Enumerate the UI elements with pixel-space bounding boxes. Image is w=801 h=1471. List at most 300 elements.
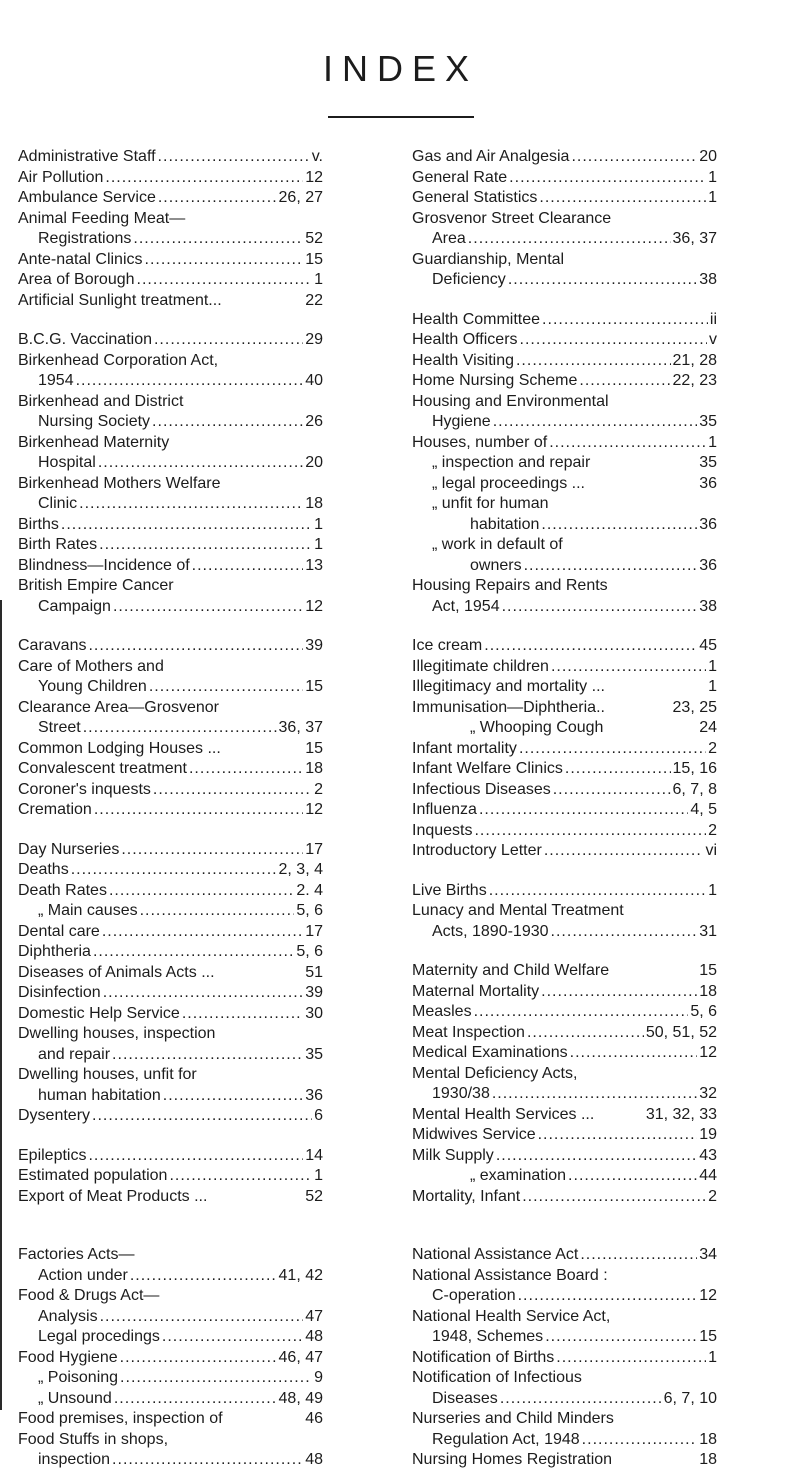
index-entry-term: habitation	[470, 515, 540, 533]
index-entry-page: 46	[305, 1410, 323, 1427]
index-entry-term: Houses, number of	[412, 433, 548, 451]
index-entry-page: 22, 23	[672, 372, 717, 389]
index-entry-page: 18	[305, 760, 323, 777]
index-entry-term: owners	[470, 556, 522, 574]
index-entry-term: Maternal Mortality	[412, 982, 540, 1000]
index-entry-term: National Assistance Act	[412, 1246, 579, 1263]
leader-dots	[120, 1368, 312, 1389]
leader-dots	[551, 922, 698, 943]
index-entry-term: Influenza	[412, 801, 477, 818]
index-entry	[412, 1187, 717, 1208]
index-entry-term: Estimated population	[18, 1167, 168, 1184]
leader-dots	[556, 1348, 706, 1369]
index-entry	[18, 1348, 323, 1369]
index-entry-page: 1	[314, 271, 323, 288]
index-entry-page: 36, 37	[672, 230, 717, 247]
index-entry-page: 6, 7, 10	[663, 1389, 717, 1407]
index-entry-term: inspection	[38, 1451, 111, 1468]
index-entry-page: v	[709, 331, 717, 348]
section-gap	[412, 862, 717, 881]
leader-dots	[493, 412, 698, 433]
leader-dots	[61, 515, 312, 536]
leader-dots	[189, 759, 303, 780]
section-gap	[412, 942, 717, 961]
index-entry	[412, 657, 717, 678]
index-entry	[412, 1146, 717, 1167]
index-entry-term: Infant mortality	[412, 739, 517, 757]
index-entry	[18, 1389, 323, 1410]
section-gap	[18, 1127, 323, 1146]
leader-dots	[568, 1166, 697, 1187]
leader-dots	[570, 1043, 698, 1064]
index-entry-page: 40	[305, 372, 323, 389]
index-entry-term: Legal procedings	[38, 1328, 160, 1345]
index-entry-page: 15	[305, 739, 323, 757]
index-entry	[18, 983, 323, 1004]
index-entry-term: Action under	[38, 1266, 128, 1284]
index-entry-heading: Clearance Area—Grosvenor	[18, 698, 219, 716]
leader-dots	[582, 1430, 698, 1451]
index-entry	[412, 1430, 717, 1451]
index-entry-term: „ examination	[470, 1167, 567, 1184]
leader-dots	[539, 188, 706, 209]
index-entry-term: Home Nursing Scheme	[412, 372, 578, 389]
leader-dots	[137, 270, 313, 291]
index-entry	[18, 515, 323, 536]
leader-dots	[527, 1023, 644, 1044]
index-entry-term: Death Rates	[18, 881, 107, 899]
index-entry-page: 48	[305, 1451, 323, 1468]
leader-dots	[553, 780, 671, 801]
index-entry-term: General Rate	[412, 168, 508, 186]
section-gap	[412, 1226, 717, 1245]
index-entry-page: 2	[708, 821, 717, 839]
index-entry-term: Convalescent treatment	[18, 760, 187, 777]
index-entry	[412, 1166, 717, 1187]
leader-dots	[524, 556, 698, 577]
index-entry	[18, 901, 323, 922]
index-entry-page: 26	[305, 413, 323, 430]
index-column-left	[18, 147, 323, 1471]
index-entry-term: Ambulance Service	[18, 189, 156, 206]
index-entry-term: Infant Welfare Clinics	[412, 760, 563, 777]
index-entry	[412, 677, 717, 698]
index-entry-page: 48	[305, 1328, 323, 1345]
leader-dots	[100, 1307, 304, 1328]
leader-dots	[130, 1266, 277, 1287]
leader-dots	[112, 1450, 303, 1471]
index-entry-page: 17	[305, 922, 323, 940]
index-entry	[18, 168, 323, 189]
index-entry	[18, 922, 323, 943]
index-entry-page: v.	[311, 148, 323, 165]
leader-dots	[76, 371, 304, 392]
index-entry-page: 13	[305, 556, 323, 574]
index-entry	[412, 982, 717, 1003]
leader-dots	[152, 412, 303, 433]
index-entry-term: Illegitimate children	[412, 657, 549, 675]
index-entry	[18, 1086, 323, 1107]
index-entry-page: 50, 51, 52	[645, 1023, 717, 1041]
index-entry	[18, 250, 323, 271]
leader-dots	[571, 147, 697, 168]
index-entry	[18, 1187, 323, 1208]
index-entry-page: 52	[305, 230, 323, 247]
index-entry	[412, 147, 717, 168]
leader-dots	[169, 1166, 312, 1187]
scan-edge-line	[0, 600, 2, 1410]
index-entry-heading: National Health Service Act,	[412, 1307, 611, 1325]
index-entry-page: 35	[305, 1045, 323, 1063]
index-entry-term: Cremation	[18, 801, 92, 818]
index-entry	[412, 718, 717, 739]
index-entry-heading: Guardianship, Mental	[412, 250, 565, 268]
index-entry-term: Maternity and Child Welfare	[412, 962, 610, 979]
leader-dots	[121, 840, 303, 861]
index-entry-term: Health Officers	[412, 331, 518, 348]
leader-dots	[580, 1245, 697, 1266]
index-entry-term: Artificial Sunlight treatment...	[18, 291, 222, 309]
index-entry-page: 51	[305, 963, 323, 981]
index-entry-page: 1	[708, 678, 717, 695]
index-entry-page: 52	[305, 1187, 323, 1205]
leader-dots	[93, 942, 294, 963]
index-entry-page: 15	[699, 1328, 717, 1345]
index-entry	[412, 351, 717, 372]
index-entry-page: 5, 6	[690, 1003, 717, 1020]
index-entry-page: 1	[708, 433, 717, 451]
leader-dots	[103, 983, 304, 1004]
leader-dots	[112, 1045, 303, 1066]
index-entry-term: Acts, 1890-1930	[432, 922, 549, 940]
leader-dots	[522, 1187, 706, 1208]
index-entry	[18, 1450, 323, 1471]
index-entry-term: human habitation	[38, 1086, 161, 1104]
leader-dots	[541, 515, 697, 536]
leader-dots	[579, 371, 670, 392]
index-entry	[18, 1327, 323, 1348]
leader-dots	[98, 453, 303, 474]
index-entry-term: Health Committee	[412, 310, 541, 328]
index-entry-term: Young Children	[38, 678, 147, 695]
leader-dots	[474, 1002, 689, 1023]
index-entry	[412, 1125, 717, 1146]
index-entry-heading: Animal Feeding Meat—	[18, 209, 186, 227]
index-entry-heading: Dwelling houses, unfit for	[18, 1066, 197, 1083]
index-entry	[412, 188, 717, 209]
index-entry-page: 2	[708, 739, 717, 757]
leader-dots	[154, 330, 303, 351]
leader-dots	[102, 922, 303, 943]
leader-dots	[516, 351, 671, 372]
section-gap	[18, 311, 323, 330]
index-entry-page: 18	[699, 1451, 717, 1468]
index-entry-page: 15	[699, 962, 717, 979]
leader-dots	[99, 535, 312, 556]
index-entry-term: „ legal proceedings ...	[432, 474, 585, 492]
index-entry-page: 39	[305, 637, 323, 654]
index-entry-heading: Birkenhead Corporation Act,	[18, 351, 219, 369]
index-entry-heading: Care of Mothers and	[18, 657, 164, 675]
index-entry	[18, 881, 323, 902]
index-entry	[18, 1266, 323, 1287]
index-entry-page: 12	[305, 168, 323, 186]
index-entry-page: 47	[305, 1307, 323, 1325]
index-entry-term: Registrations	[38, 230, 132, 247]
index-entry	[18, 1368, 323, 1389]
index-entry-term: „ Whooping Cough	[470, 719, 604, 736]
index-entry-page: 36	[699, 556, 717, 574]
leader-dots	[509, 168, 706, 189]
leader-dots	[149, 677, 303, 698]
leader-dots	[114, 1389, 277, 1410]
leader-dots	[83, 718, 277, 739]
index-entry-page: 18	[699, 1430, 717, 1448]
index-entry-term: Mortality, Infant	[412, 1187, 521, 1205]
leader-dots	[113, 597, 303, 618]
leader-dots	[140, 901, 295, 922]
index-entry-term: Common Lodging Houses ...	[18, 739, 221, 757]
index-entry-page: 1	[708, 881, 717, 899]
index-entry-heading: „ unfit for human	[432, 495, 549, 512]
index-entry	[412, 474, 717, 495]
index-entry-term: Inquests	[412, 821, 473, 839]
index-entry	[412, 1286, 717, 1307]
leader-dots	[158, 188, 277, 209]
index-entry-heading: Housing and Environmental	[412, 392, 609, 410]
index-entry-page: 15	[305, 678, 323, 695]
index-entry	[412, 453, 717, 474]
index-entry	[412, 229, 717, 250]
index-entry-term: Deficiency	[432, 271, 506, 288]
leader-dots	[88, 1146, 303, 1167]
index-entry-page: 15, 16	[672, 760, 717, 777]
index-entry	[412, 961, 717, 982]
section-gap	[18, 821, 323, 840]
leader-dots	[192, 556, 304, 577]
index-entry-term: Act, 1954	[432, 597, 500, 615]
index-entry-term: Analysis	[38, 1307, 98, 1325]
index-entry-term: Area of Borough	[18, 271, 135, 288]
index-entry-heading: Housing Repairs and Rents	[412, 577, 608, 594]
leader-dots	[496, 1146, 697, 1167]
leader-dots	[544, 841, 704, 862]
index-entry-page: 43	[699, 1146, 717, 1164]
index-entry	[18, 759, 323, 780]
leader-dots	[79, 494, 303, 515]
index-entry-term: Area	[432, 230, 466, 247]
index-entry-term: B.C.G. Vaccination	[18, 331, 152, 348]
index-entry-page: 20	[305, 454, 323, 471]
leader-dots	[500, 1389, 662, 1410]
leader-dots	[489, 881, 706, 902]
index-entry-page: 36	[699, 515, 717, 533]
index-entry	[412, 881, 717, 902]
index-entry-term: Infectious Diseases	[412, 780, 551, 798]
index-entry	[412, 1389, 717, 1410]
index-entry	[18, 963, 323, 984]
index-entry-page: vi	[705, 842, 717, 859]
leader-dots	[182, 1004, 303, 1025]
index-entry-term: 1948, Schemes	[432, 1328, 544, 1345]
index-entry	[18, 188, 323, 209]
index-entry	[18, 535, 323, 556]
index-entry-heading: Birkenhead and District	[18, 392, 184, 410]
index-entry	[412, 371, 717, 392]
index-entry-term: Nursing Society	[38, 413, 151, 430]
leader-dots	[492, 1084, 697, 1105]
index-entry-heading: Mental Deficiency Acts,	[412, 1064, 578, 1082]
section-gap	[412, 1207, 717, 1226]
index-entry	[18, 229, 323, 250]
leader-dots	[105, 168, 303, 189]
index-entry	[412, 556, 717, 577]
index-entry-page: 1	[314, 1167, 323, 1184]
index-entry-heading: British Empire Cancer	[18, 577, 174, 594]
index-entry-page: 24	[699, 719, 717, 736]
index-entry-page: 31	[699, 922, 717, 940]
index-entry-page: 1	[708, 168, 717, 186]
index-entry-heading: Birkenhead Maternity	[18, 433, 170, 451]
index-entry	[18, 1106, 323, 1127]
index-entry-heading: Lunacy and Mental Treatment	[412, 902, 624, 919]
index-entry-term: Milk Supply	[412, 1146, 494, 1164]
index-entry	[412, 310, 717, 331]
index-entry-term: Nursing Homes Registration	[412, 1451, 613, 1468]
index-entry-heading: Grosvenor Street Clearance	[412, 209, 612, 227]
index-entry-page: 9	[314, 1369, 323, 1386]
index-entry	[18, 330, 323, 351]
index-entry-page: 5, 6	[296, 943, 323, 960]
index-entry-page: 12	[305, 597, 323, 615]
index-entry-page: 34	[699, 1246, 717, 1263]
index-entry-term: C-operation	[432, 1287, 516, 1304]
leader-dots	[538, 1125, 698, 1146]
index-entry	[412, 1348, 717, 1369]
index-entry	[412, 636, 717, 657]
index-entry-heading: National Assistance Board :	[412, 1266, 608, 1284]
index-entry-page: 1	[708, 657, 717, 675]
index-entry	[18, 677, 323, 698]
index-entry-term: Clinic	[38, 495, 78, 512]
index-entry	[18, 556, 323, 577]
index-entry	[412, 515, 717, 536]
index-entry-heading: Birkenhead Mothers Welfare	[18, 474, 221, 492]
leader-dots	[541, 982, 697, 1003]
index-entry-term: Blindness—Incidence of	[18, 556, 190, 574]
index-entry	[412, 759, 717, 780]
index-entry-page: 2, 3, 4	[278, 861, 323, 878]
index-entry	[18, 636, 323, 657]
index-entry-term: Ice cream	[412, 637, 483, 654]
index-entry-page: 19	[699, 1126, 717, 1143]
index-entry	[18, 780, 323, 801]
index-entry-term: Births	[18, 515, 59, 533]
leader-dots	[565, 759, 671, 780]
index-column-right	[412, 147, 717, 1471]
index-entry-page: 22	[305, 291, 323, 309]
index-entry-term: 1930/38	[432, 1085, 490, 1102]
index-entry-term: Administrative Staff	[18, 148, 156, 165]
leader-dots	[71, 860, 277, 881]
leader-dots	[508, 270, 697, 291]
index-entry	[18, 800, 323, 821]
index-entry-term: Mental Health Services ...	[412, 1105, 595, 1123]
index-entry-term: Day Nurseries	[18, 840, 120, 858]
index-entry-term: Food Hygiene	[18, 1348, 118, 1366]
index-entry-term: Health Visiting	[412, 351, 514, 369]
index-entry-page: 48, 49	[278, 1389, 323, 1407]
index-entry-term: Food premises, inspection of	[18, 1410, 223, 1427]
index-entry-term: Immunisation—Diphtheria..	[412, 698, 605, 716]
index-entry-page: 45	[699, 637, 717, 654]
index-entry-page: 35	[699, 454, 717, 471]
index-entry	[412, 739, 717, 760]
index-entry-term: Introductory Letter	[412, 842, 542, 859]
index-entry-term: Disinfection	[18, 984, 101, 1001]
index-entry	[18, 840, 323, 861]
index-entry-term: Dental care	[18, 922, 100, 940]
index-entry-term: and repair	[38, 1045, 111, 1063]
index-entry	[18, 739, 323, 760]
index-entry	[18, 860, 323, 881]
index-entry-term: Illegitimacy and mortality ...	[412, 678, 605, 695]
index-entry	[18, 147, 323, 168]
index-entry-page: 31, 32, 33	[645, 1105, 717, 1123]
index-entry	[412, 412, 717, 433]
index-entry-page: 38	[699, 597, 717, 615]
index-entry-page: 18	[305, 495, 323, 512]
index-entry-page: 18	[699, 982, 717, 1000]
index-entry-page: 41, 42	[278, 1266, 323, 1284]
index-entry	[412, 780, 717, 801]
index-entry-page: 6, 7, 8	[672, 780, 717, 798]
index-entry	[18, 597, 323, 618]
index-entry	[412, 1043, 717, 1064]
index-entry-heading: „ work in default of	[432, 536, 563, 553]
index-entry	[412, 800, 717, 821]
index-entry-page: 29	[305, 331, 323, 348]
leader-dots	[520, 330, 707, 351]
index-entry	[18, 718, 323, 739]
index-entry	[18, 1045, 323, 1066]
index-entry-term: Campaign	[38, 597, 111, 615]
index-entry	[18, 1166, 323, 1187]
index-entry	[18, 942, 323, 963]
index-entry	[412, 597, 717, 618]
index-entry-term: Notification of Births	[412, 1348, 555, 1366]
index-entry	[18, 1409, 323, 1430]
index-entry-page: 44	[699, 1167, 717, 1184]
index-entry-page: 30	[305, 1004, 323, 1022]
index-entry	[412, 821, 717, 842]
index-entry-page: 46, 47	[278, 1348, 323, 1366]
index-entry	[412, 841, 717, 862]
leader-dots	[479, 800, 688, 821]
index-entry-heading: Food & Drugs Act—	[18, 1287, 160, 1304]
index-entry-page: 17	[305, 840, 323, 858]
leader-dots	[549, 433, 706, 454]
index-entry-term: Diseases of Animals Acts ...	[18, 963, 215, 981]
index-entry-page: 12	[699, 1044, 717, 1061]
leader-dots	[474, 821, 706, 842]
index-entry-term: Medical Examinations	[412, 1044, 568, 1061]
leader-dots	[158, 147, 310, 168]
index-entry-heading: Food Stuffs in shops,	[18, 1430, 169, 1448]
leader-dots	[545, 1327, 697, 1348]
index-entry-term: 1954	[38, 372, 74, 389]
leader-dots	[133, 229, 303, 250]
